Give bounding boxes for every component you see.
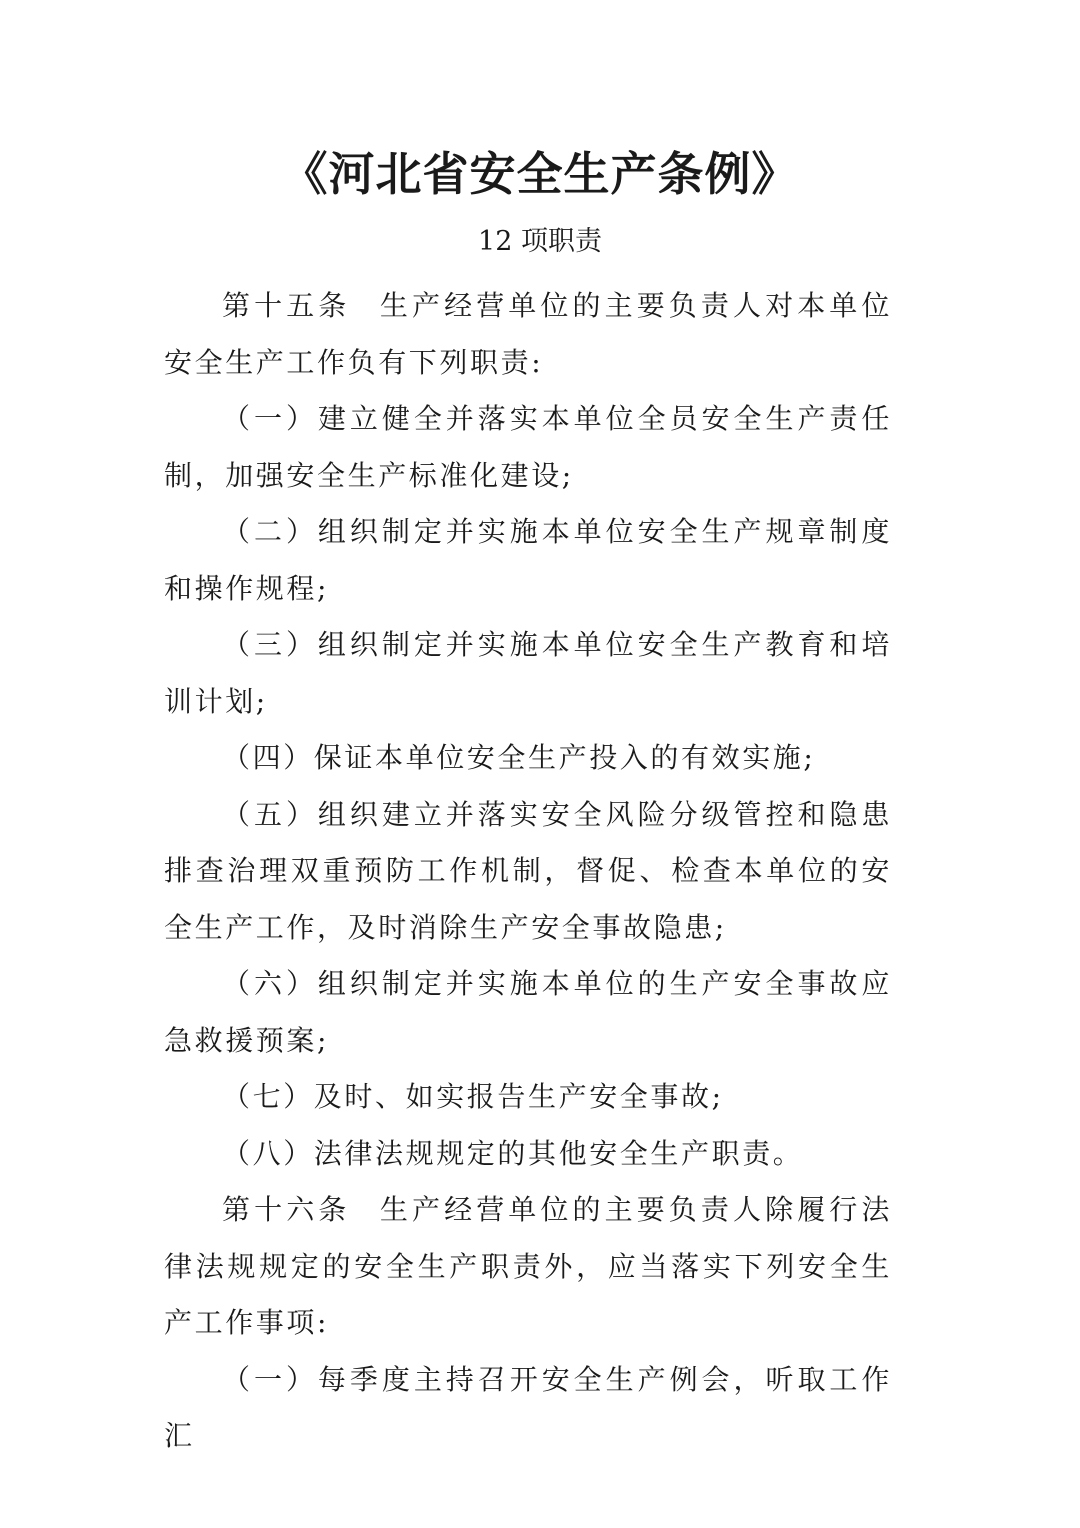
article-15-item-7: （七）及时、如实报告生产安全事故; — [222, 1080, 724, 1113]
article-16-intro-text: 生产经营单位的主要负责人除履行法律法规规定的安全生产职责外，应当落实下列安全生产工作事项: — [164, 1193, 892, 1339]
article-15-heading: 第十五条 — [222, 289, 351, 322]
document-subtitle: 12 项职责 — [478, 226, 602, 257]
article-16-item-1: （一）每季度主持召开安全生产例会，听取工作汇 — [164, 1362, 892, 1452]
article-16-intro — [164, 1182, 892, 1352]
document-title: 《河北省安全生产条例》 — [281, 147, 799, 201]
article-15-intro — [164, 278, 892, 391]
article-15-item-4: （四）保证本单位安全生产投入的有效实施; — [222, 741, 816, 774]
document-body — [164, 278, 892, 1465]
article-15-item-2: （二）组织制定并实施本单位安全生产规章制度和操作规程; — [164, 515, 892, 605]
article-15-item-1: （一）建立健全并落实本单位全员安全生产责任制，加强安全生产标准化建设; — [164, 402, 892, 492]
article-15-item-5: （五）组织建立并落实安全风险分级管控和隐患排查治理双重预防工作机制，督促、检查本单位的安全生产工作，及时消除生产安全事故隐患; — [164, 797, 892, 944]
article-15-item-3: （三）组织制定并实施本单位安全生产教育和培训计划; — [164, 628, 892, 718]
article-15-intro-text: 生产经营单位的主要负责人对本单位安全生产工作负有下列职责: — [164, 289, 892, 379]
article-15-item-6: （六）组织制定并实施本单位的生产安全事故应急救援预案; — [164, 967, 892, 1057]
article-16-heading: 第十六条 — [222, 1193, 351, 1226]
article-15-item-8: （八）法律法规规定的其他安全生产职责。 — [222, 1136, 804, 1170]
